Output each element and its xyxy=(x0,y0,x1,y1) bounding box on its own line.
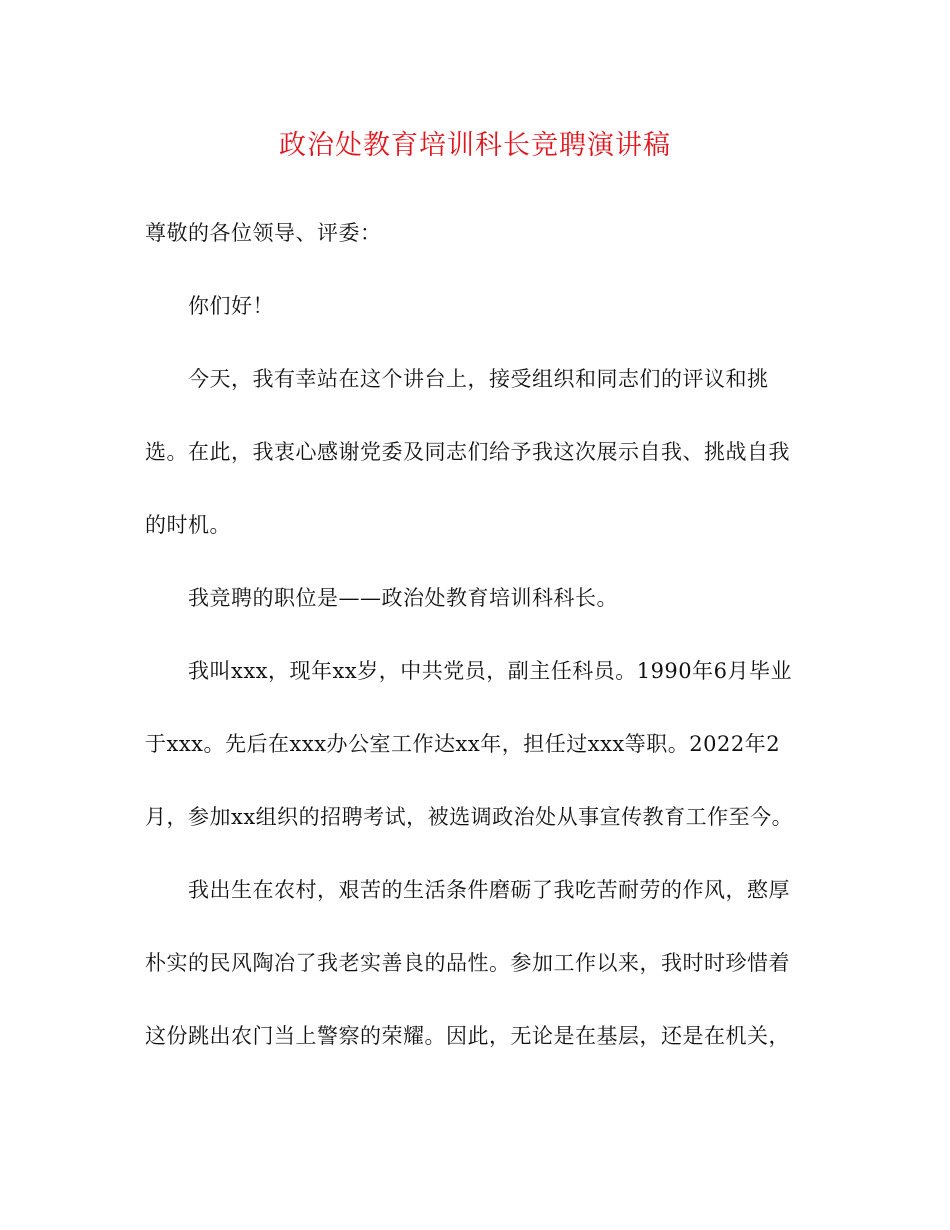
paragraph-line: 今天，我有幸站在这个讲台上，接受组织和同志们的评议和挑 xyxy=(188,367,769,391)
paragraph-line: 我叫xxx，现年xx岁，中共党员，副主任科员。1990年6月毕业 xyxy=(188,659,793,683)
paragraph-line: 月，参加xx组织的招聘考试，被选调政治处从事宣传教育工作至今。 xyxy=(145,805,794,829)
paragraph-line: 朴实的民风陶冶了我老实善良的品性。参加工作以来，我时时珍惜着 xyxy=(145,951,790,975)
salutation-line: 尊敬的各位领导、评委： xyxy=(145,221,382,245)
paragraph-line: 于xxx。先后在xxx办公室工作达xx年，担任过xxx等职。2022年2 xyxy=(145,732,781,756)
greeting-line: 你们好！ xyxy=(188,294,274,318)
paragraph-line: 我出生在农村，艰苦的生活条件磨砺了我吃苦耐劳的作风，憨厚 xyxy=(188,878,790,902)
paragraph-line: 这份跳出农门当上警察的荣耀。因此，无论是在基层，还是在机关， xyxy=(145,1024,790,1048)
paragraph-line: 我竞聘的职位是——政治处教育培训科科长。 xyxy=(188,586,618,610)
document-title: 政治处教育培训科长竞聘演讲稿 xyxy=(279,130,671,161)
paragraph-line: 选。在此，我衷心感谢党委及同志们给予我这次展示自我、挑战自我 xyxy=(145,440,790,464)
paragraph-line: 的时机。 xyxy=(145,513,231,537)
